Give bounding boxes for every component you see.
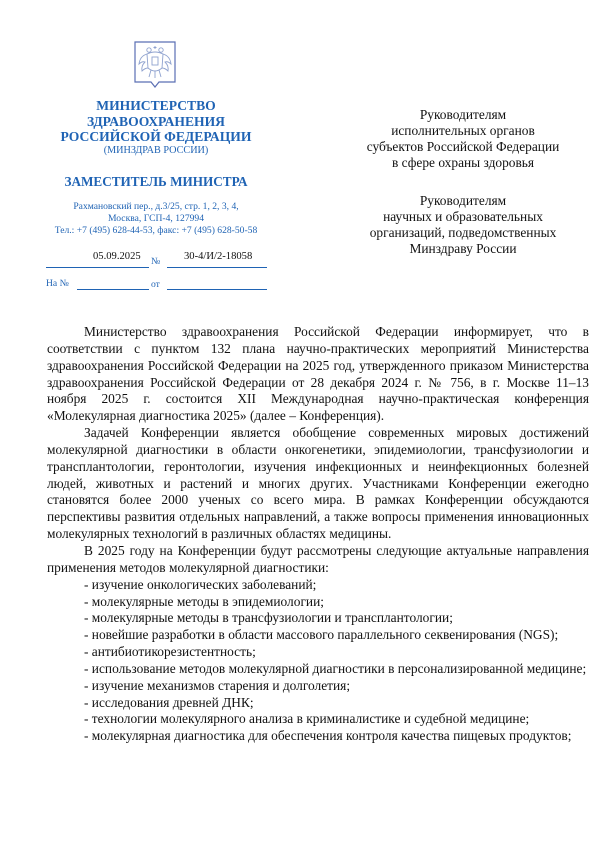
topic-list-item: - технологии молекулярного анализа в криминалистике и судебной медицине; [84,711,530,727]
document-date: 05.09.2025 [93,251,141,262]
ministry-address [40,201,272,237]
address-line: Москва, ГСП-4, 127994 [107,213,205,224]
topic-list-item: - молекулярная диагностика для обеспечения контроля качества пищевых продуктов; [84,728,572,744]
paragraph-topics-intro: В 2025 году на Конференции будут рассмотрены следующие актуальные направления применения методов молекулярной диагностики: [47,542,589,575]
topic-list-item: - использование методов молекулярной диагностики в персонализированной медицине; [84,660,587,676]
ministry-line: ЗДРАВООХРАНЕНИЯ [86,113,226,129]
recipient-line: исполнительных органов [391,123,535,138]
reply-to-label: На № [46,278,69,289]
topic-list-item: - изучение онкологических заболеваний; [84,576,317,592]
document-number: 30-4/И/2-18058 [184,251,253,262]
paragraph-conference-goals: Задачей Конференции является обобщение современных мировых достижений молекулярной диагностики в области онкогенетики, эпидемиологии, трансфузиологии и трансплантологии, геронтологии, изучения инфекционных и неинфекционных болезней людей, животных и растений и многих других. Участниками Конференции ежегодно становятся более 2000 ученых со всего мира. В рамках Конференции обсуждаются перспективы развития отдельных направлений, а также вопросы применения инновационных молекулярных технологий в различных областях медицины. [47,425,589,542]
date-underline [46,267,149,268]
russian-coat-of-arms-icon [133,40,177,92]
topic-list-item: - антибиотикорезистентность; [84,644,256,660]
number-underline [167,267,267,268]
ministry-line: МИНИСТЕРСТВО [96,98,216,113]
recipient-line: научных и образовательных [383,209,543,224]
ministry-line: РОССИЙСКОЙ ФЕДЕРАЦИИ [60,129,252,144]
recipient-line: в сфере охраны здоровья [391,155,535,170]
recipient-line: субъектов Российской Федерации [366,139,560,154]
letter-body [47,324,589,745]
recipient-line: Минздраву России [409,241,517,256]
topic-list-item: - молекулярные методы в трансфузиологии и трансплантологии; [84,610,453,626]
recipient-line: Руководителям [419,107,507,122]
topic-list-item: - исследования древней ДНК; [84,694,254,710]
recipients-regional-authorities [338,107,588,171]
topic-list-item: - молекулярные методы в эпидемиологии; [84,593,324,609]
topic-list-item: - новейшие разработки в области массового параллельного секвенирования (NGS); [84,627,559,643]
contact-phones: Тел.: +7 (495) 628-44-53, факс: +7 (495) 628-50-58 [54,225,258,236]
sender-position: ЗАМЕСТИТЕЛЬ МИНИСТРА [64,174,248,189]
number-label: № [151,256,161,267]
from-label: от [151,279,160,290]
ministry-name [40,98,272,145]
recipients-subordinate-organizations [338,193,588,257]
recipient-line: Руководителям [419,193,507,208]
topic-list-item: - изучение механизмов старения и долголетия; [84,677,351,693]
from-underline [167,289,267,290]
address-line: Рахмановский пер., д.3/25, стр. 1, 2, 3, 4, [73,201,239,212]
ministry-short-name: (МИНЗДРАВ РОССИИ) [103,145,209,156]
recipient-line: организаций, подведомственных [369,225,557,240]
reply-to-underline [77,289,149,290]
paragraph-announcement: Министерство здравоохранения Российской Федерации информирует, что в соответствии с пунктом 132 плана научно-практических мероприятий Министерства здравоохранения Российской Федерации на 2025 год, утвержденного приказом Министерства здравоохранения Российской Федерации от 28 декабря 2024 г. № 756, в г. Москве 11–13 ноября 2025 г. состоится XII Международная научно-практическая конференция «Молекулярная диагностика 2025» (далее – Конференция). [47,324,589,424]
